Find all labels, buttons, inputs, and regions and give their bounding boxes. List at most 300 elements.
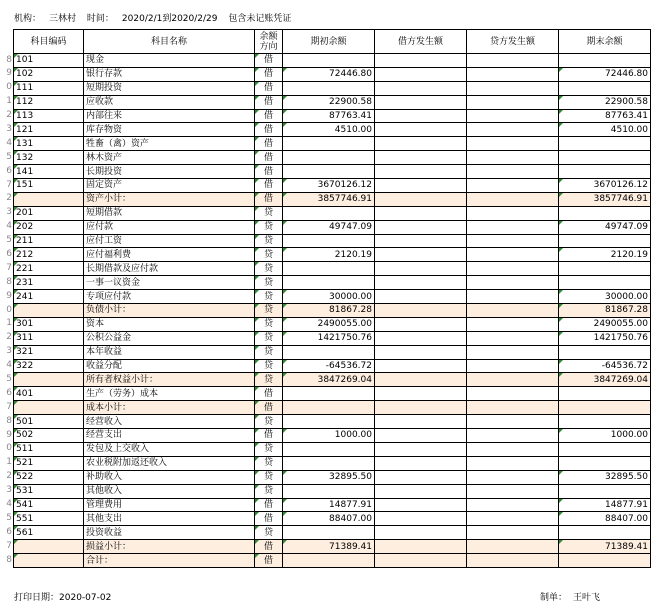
cell-code[interactable]: 231 bbox=[14, 276, 84, 290]
table-row bbox=[14, 345, 651, 359]
cell-credit[interactable] bbox=[467, 456, 559, 470]
cell-code[interactable]: 522 bbox=[14, 470, 84, 484]
cell-credit[interactable] bbox=[467, 526, 559, 540]
cell-debit[interactable] bbox=[375, 192, 467, 206]
cell-direction[interactable]: 借 bbox=[255, 401, 283, 415]
cell-closing[interactable]: 71389.41 bbox=[559, 540, 651, 554]
cell-code[interactable]: 241 bbox=[14, 290, 84, 304]
cell-name[interactable]: 农业税附加返还收入 bbox=[84, 456, 255, 470]
cell-credit[interactable] bbox=[467, 220, 559, 234]
cell-code[interactable]: 141 bbox=[14, 165, 84, 179]
cell-name[interactable]: 应付工资 bbox=[84, 234, 255, 248]
cell-code[interactable]: 111 bbox=[14, 81, 84, 95]
cell-direction[interactable]: 借 bbox=[255, 554, 283, 568]
cell-closing[interactable] bbox=[559, 137, 651, 151]
cell-opening[interactable] bbox=[283, 484, 375, 498]
cell-name[interactable]: 资本 bbox=[84, 317, 255, 331]
cell-name[interactable]: 现金 bbox=[84, 54, 255, 68]
cell-code[interactable]: 221 bbox=[14, 262, 84, 276]
maker bbox=[540, 590, 606, 603]
col-header-opening: 期初余额 bbox=[283, 30, 375, 54]
cell-debit[interactable] bbox=[375, 290, 467, 304]
cell-debit[interactable] bbox=[375, 373, 467, 387]
cell-opening[interactable] bbox=[283, 554, 375, 568]
cell-code[interactable]: 521 bbox=[14, 456, 84, 470]
cell-closing[interactable]: 4510.00 bbox=[559, 123, 651, 137]
cell-opening[interactable]: 1421750.76 bbox=[283, 331, 375, 345]
cell-name[interactable]: 所有者权益小计： bbox=[84, 373, 255, 387]
cell-debit[interactable] bbox=[375, 123, 467, 137]
cell-closing[interactable]: -64536.72 bbox=[559, 359, 651, 373]
col-header-direction: 余额方向 bbox=[255, 30, 283, 54]
cell-name[interactable]: 其他支出 bbox=[84, 512, 255, 526]
cell-credit[interactable] bbox=[467, 540, 559, 554]
cell-closing[interactable] bbox=[559, 387, 651, 401]
cell-opening[interactable] bbox=[283, 137, 375, 151]
cell-name[interactable]: 资产小计： bbox=[84, 192, 255, 206]
cell-credit[interactable] bbox=[467, 95, 559, 109]
cell-opening[interactable]: 71389.41 bbox=[283, 540, 375, 554]
cell-code[interactable] bbox=[14, 192, 84, 206]
cell-closing[interactable]: 32895.50 bbox=[559, 470, 651, 484]
cell-direction[interactable]: 贷 bbox=[255, 304, 283, 318]
row-number: 2 bbox=[6, 332, 12, 343]
cell-debit[interactable] bbox=[375, 470, 467, 484]
cell-direction[interactable]: 贷 bbox=[255, 234, 283, 248]
cell-closing[interactable]: 81867.28 bbox=[559, 304, 651, 318]
cell-code[interactable]: 551 bbox=[14, 512, 84, 526]
cell-debit[interactable] bbox=[375, 554, 467, 568]
cell-opening[interactable]: 3670126.12 bbox=[283, 179, 375, 193]
cell-code[interactable] bbox=[14, 373, 84, 387]
trial-balance-table bbox=[13, 29, 651, 568]
cell-name[interactable]: 应付福利费 bbox=[84, 248, 255, 262]
table-row bbox=[14, 234, 651, 248]
cell-credit[interactable] bbox=[467, 484, 559, 498]
row-number: 4 bbox=[6, 499, 12, 509]
cell-opening[interactable] bbox=[283, 442, 375, 456]
cell-direction[interactable]: 贷 bbox=[255, 220, 283, 234]
cell-credit[interactable] bbox=[467, 304, 559, 318]
cell-direction[interactable]: 贷 bbox=[255, 248, 283, 262]
cell-direction[interactable]: 贷 bbox=[255, 526, 283, 540]
cell-credit[interactable] bbox=[467, 54, 559, 68]
cell-closing[interactable]: 2490055.00 bbox=[559, 317, 651, 331]
cell-code[interactable]: 502 bbox=[14, 429, 84, 443]
row-number: 3 bbox=[6, 346, 12, 357]
cell-closing[interactable]: 72446.80 bbox=[559, 67, 651, 81]
cell-credit[interactable] bbox=[467, 262, 559, 276]
cell-credit[interactable] bbox=[467, 192, 559, 206]
cell-direction[interactable]: 借 bbox=[255, 109, 283, 123]
cell-debit[interactable] bbox=[375, 359, 467, 373]
cell-credit[interactable] bbox=[467, 415, 559, 429]
cell-code[interactable]: 102 bbox=[14, 67, 84, 81]
cell-name[interactable]: 应付款 bbox=[84, 220, 255, 234]
cell-name[interactable]: 管理费用 bbox=[84, 498, 255, 512]
cell-name[interactable]: 成本小计： bbox=[84, 401, 255, 415]
cell-debit[interactable] bbox=[375, 401, 467, 415]
cell-closing[interactable] bbox=[559, 442, 651, 456]
cell-opening[interactable] bbox=[283, 262, 375, 276]
cell-direction[interactable]: 贷 bbox=[255, 359, 283, 373]
cell-closing[interactable]: 87763.41 bbox=[559, 109, 651, 123]
cell-name[interactable]: 长期借款及应付款 bbox=[84, 262, 255, 276]
cell-debit[interactable] bbox=[375, 317, 467, 331]
cell-debit[interactable] bbox=[375, 540, 467, 554]
cell-direction[interactable]: 贷 bbox=[255, 373, 283, 387]
cell-direction[interactable]: 贷 bbox=[255, 456, 283, 470]
cell-opening[interactable]: 2490055.00 bbox=[283, 317, 375, 331]
cell-name[interactable]: 发包及上交收入 bbox=[84, 442, 255, 456]
cell-name[interactable]: 收益分配 bbox=[84, 359, 255, 373]
cell-closing[interactable] bbox=[559, 234, 651, 248]
table-row bbox=[14, 331, 651, 345]
table-row bbox=[14, 123, 651, 137]
table-row bbox=[14, 456, 651, 470]
cell-credit[interactable] bbox=[467, 234, 559, 248]
cell-direction[interactable]: 借 bbox=[255, 81, 283, 95]
cell-code[interactable]: 301 bbox=[14, 317, 84, 331]
cell-opening[interactable] bbox=[283, 401, 375, 415]
cell-opening[interactable]: 87763.41 bbox=[283, 109, 375, 123]
cell-debit[interactable] bbox=[375, 137, 467, 151]
cell-credit[interactable] bbox=[467, 442, 559, 456]
cell-closing[interactable]: 3670126.12 bbox=[559, 179, 651, 193]
cell-closing[interactable] bbox=[559, 54, 651, 68]
cell-credit[interactable] bbox=[467, 429, 559, 443]
col-header-code: 科目编码 bbox=[14, 30, 84, 54]
cell-name[interactable]: 投资收益 bbox=[84, 526, 255, 540]
cell-debit[interactable] bbox=[375, 331, 467, 345]
col-header-debit: 借方发生额 bbox=[375, 30, 467, 54]
cell-code[interactable]: 112 bbox=[14, 95, 84, 109]
cell-closing[interactable] bbox=[559, 554, 651, 568]
cell-closing[interactable]: 2120.19 bbox=[559, 248, 651, 262]
cell-opening[interactable]: 22900.58 bbox=[283, 95, 375, 109]
cell-debit[interactable] bbox=[375, 512, 467, 526]
row-number: 7 bbox=[6, 262, 12, 273]
cell-opening[interactable]: 88407.00 bbox=[283, 512, 375, 526]
cell-name[interactable]: 银行存款 bbox=[84, 67, 255, 81]
cell-direction[interactable]: 借 bbox=[255, 387, 283, 401]
cell-direction[interactable]: 借 bbox=[255, 67, 283, 81]
cell-credit[interactable] bbox=[467, 373, 559, 387]
cell-name[interactable]: 牲畜（禽）资产 bbox=[84, 137, 255, 151]
cell-code[interactable]: 113 bbox=[14, 109, 84, 123]
cell-direction[interactable]: 借 bbox=[255, 137, 283, 151]
org-value: 三林村 bbox=[49, 14, 77, 24]
cell-closing[interactable] bbox=[559, 206, 651, 220]
cell-code[interactable]: 201 bbox=[14, 206, 84, 220]
cell-name[interactable]: 生产（劳务）成本 bbox=[84, 387, 255, 401]
cell-direction[interactable]: 借 bbox=[255, 95, 283, 109]
table-row bbox=[14, 151, 651, 165]
cell-name[interactable]: 库存物资 bbox=[84, 123, 255, 137]
cell-debit[interactable] bbox=[375, 456, 467, 470]
cell-credit[interactable] bbox=[467, 137, 559, 151]
cell-debit[interactable] bbox=[375, 206, 467, 220]
cell-code[interactable]: 511 bbox=[14, 442, 84, 456]
cell-debit[interactable] bbox=[375, 95, 467, 109]
table-row bbox=[14, 206, 651, 220]
cell-closing[interactable]: 49747.09 bbox=[559, 220, 651, 234]
cell-code[interactable]: 321 bbox=[14, 345, 84, 359]
cell-opening[interactable] bbox=[283, 276, 375, 290]
cell-code[interactable]: 561 bbox=[14, 526, 84, 540]
cell-direction[interactable]: 借 bbox=[255, 123, 283, 137]
cell-name[interactable]: 经营支出 bbox=[84, 429, 255, 443]
cell-name[interactable]: 短期投资 bbox=[84, 81, 255, 95]
cell-code[interactable]: 202 bbox=[14, 220, 84, 234]
cell-opening[interactable] bbox=[283, 81, 375, 95]
cell-name[interactable]: 一事一议资金 bbox=[84, 276, 255, 290]
cell-credit[interactable] bbox=[467, 248, 559, 262]
cell-direction[interactable]: 借 bbox=[255, 165, 283, 179]
cell-debit[interactable] bbox=[375, 67, 467, 81]
cell-closing[interactable]: 1421750.76 bbox=[559, 331, 651, 345]
cell-debit[interactable] bbox=[375, 526, 467, 540]
cell-direction[interactable]: 贷 bbox=[255, 470, 283, 484]
cell-closing[interactable] bbox=[559, 526, 651, 540]
row-number: 6 bbox=[6, 165, 12, 176]
row-number: 9 bbox=[6, 290, 12, 301]
cell-direction[interactable]: 贷 bbox=[255, 331, 283, 345]
table-row bbox=[14, 54, 651, 68]
cell-code[interactable]: 501 bbox=[14, 415, 84, 429]
cell-direction[interactable]: 借 bbox=[255, 540, 283, 554]
cell-credit[interactable] bbox=[467, 554, 559, 568]
cell-closing[interactable] bbox=[559, 456, 651, 470]
cell-credit[interactable] bbox=[467, 206, 559, 220]
row-number: 6 bbox=[6, 387, 12, 398]
cell-code[interactable] bbox=[14, 304, 84, 318]
cell-debit[interactable] bbox=[375, 498, 467, 512]
cell-name[interactable]: 固定资产 bbox=[84, 179, 255, 193]
cell-direction[interactable]: 借 bbox=[255, 512, 283, 526]
cell-credit[interactable] bbox=[467, 165, 559, 179]
cell-direction[interactable]: 贷 bbox=[255, 442, 283, 456]
cell-opening[interactable]: 14877.91 bbox=[283, 498, 375, 512]
cell-debit[interactable] bbox=[375, 109, 467, 123]
cell-name[interactable]: 短期借款 bbox=[84, 206, 255, 220]
row-number: 5 bbox=[6, 151, 12, 162]
cell-name[interactable]: 损益小计： bbox=[84, 540, 255, 554]
cell-direction[interactable]: 贷 bbox=[255, 415, 283, 429]
cell-debit[interactable] bbox=[375, 345, 467, 359]
cell-credit[interactable] bbox=[467, 498, 559, 512]
cell-debit[interactable] bbox=[375, 387, 467, 401]
cell-closing[interactable] bbox=[559, 401, 651, 415]
cell-opening[interactable]: 72446.80 bbox=[283, 67, 375, 81]
cell-direction[interactable]: 贷 bbox=[255, 317, 283, 331]
row-number: 2 bbox=[6, 110, 12, 121]
cell-credit[interactable] bbox=[467, 290, 559, 304]
cell-debit[interactable] bbox=[375, 429, 467, 443]
cell-debit[interactable] bbox=[375, 415, 467, 429]
cell-opening[interactable]: 3847269.04 bbox=[283, 373, 375, 387]
maker-name: 王叶飞 bbox=[573, 593, 601, 603]
cell-name[interactable]: 公积公益金 bbox=[84, 331, 255, 345]
cell-code[interactable]: 131 bbox=[14, 137, 84, 151]
cell-name[interactable]: 负债小计： bbox=[84, 304, 255, 318]
cell-debit[interactable] bbox=[375, 262, 467, 276]
cell-code[interactable]: 212 bbox=[14, 248, 84, 262]
cell-opening[interactable] bbox=[283, 387, 375, 401]
cell-debit[interactable] bbox=[375, 151, 467, 165]
cell-debit[interactable] bbox=[375, 220, 467, 234]
cell-closing[interactable] bbox=[559, 276, 651, 290]
cell-opening[interactable]: 30000.00 bbox=[283, 290, 375, 304]
cell-code[interactable]: 151 bbox=[14, 179, 84, 193]
cell-closing[interactable]: 3847269.04 bbox=[559, 373, 651, 387]
cell-opening[interactable]: 32895.50 bbox=[283, 470, 375, 484]
cell-credit[interactable] bbox=[467, 387, 559, 401]
cell-closing[interactable] bbox=[559, 345, 651, 359]
cell-debit[interactable] bbox=[375, 276, 467, 290]
cell-direction[interactable]: 借 bbox=[255, 498, 283, 512]
cell-direction[interactable]: 贷 bbox=[255, 484, 283, 498]
cell-opening[interactable]: 1000.00 bbox=[283, 429, 375, 443]
table-row bbox=[14, 359, 651, 373]
cell-code[interactable]: 132 bbox=[14, 151, 84, 165]
cell-opening[interactable]: -64536.72 bbox=[283, 359, 375, 373]
subtotal-row bbox=[14, 401, 651, 415]
cell-direction[interactable]: 借 bbox=[255, 54, 283, 68]
cell-debit[interactable] bbox=[375, 54, 467, 68]
cell-direction[interactable]: 贷 bbox=[255, 262, 283, 276]
cell-code[interactable] bbox=[14, 401, 84, 415]
cell-credit[interactable] bbox=[467, 81, 559, 95]
cell-credit[interactable] bbox=[467, 359, 559, 373]
cell-name[interactable]: 专项应付款 bbox=[84, 290, 255, 304]
cell-credit[interactable] bbox=[467, 276, 559, 290]
cell-credit[interactable] bbox=[467, 331, 559, 345]
cell-opening[interactable] bbox=[283, 165, 375, 179]
cell-direction[interactable]: 贷 bbox=[255, 276, 283, 290]
cell-credit[interactable] bbox=[467, 317, 559, 331]
cell-credit[interactable] bbox=[467, 470, 559, 484]
cell-opening[interactable]: 81867.28 bbox=[283, 304, 375, 318]
cell-debit[interactable] bbox=[375, 304, 467, 318]
cell-debit[interactable] bbox=[375, 442, 467, 456]
cell-credit[interactable] bbox=[467, 67, 559, 81]
cell-opening[interactable]: 3857746.91 bbox=[283, 192, 375, 206]
cell-credit[interactable] bbox=[467, 151, 559, 165]
cell-opening[interactable] bbox=[283, 206, 375, 220]
cell-closing[interactable] bbox=[559, 415, 651, 429]
cell-credit[interactable] bbox=[467, 512, 559, 526]
row-number: 6 bbox=[6, 248, 12, 259]
cell-name[interactable]: 其他收入 bbox=[84, 484, 255, 498]
cell-name[interactable]: 合计： bbox=[84, 554, 255, 568]
cell-credit[interactable] bbox=[467, 401, 559, 415]
cell-credit[interactable] bbox=[467, 179, 559, 193]
row-number: 6 bbox=[6, 526, 12, 537]
cell-opening[interactable]: 49747.09 bbox=[283, 220, 375, 234]
cell-closing[interactable] bbox=[559, 151, 651, 165]
table-row bbox=[14, 498, 651, 512]
cell-debit[interactable] bbox=[375, 234, 467, 248]
cell-direction[interactable]: 贷 bbox=[255, 345, 283, 359]
cell-closing[interactable]: 22900.58 bbox=[559, 95, 651, 109]
cell-name[interactable]: 应收款 bbox=[84, 95, 255, 109]
cell-code[interactable] bbox=[14, 540, 84, 554]
table-row bbox=[14, 109, 651, 123]
cell-closing[interactable] bbox=[559, 165, 651, 179]
cell-closing[interactable]: 30000.00 bbox=[559, 290, 651, 304]
cell-debit[interactable] bbox=[375, 165, 467, 179]
row-number: 0 bbox=[6, 443, 12, 454]
cell-credit[interactable] bbox=[467, 109, 559, 123]
cell-opening[interactable] bbox=[283, 345, 375, 359]
cell-code[interactable]: 401 bbox=[14, 387, 84, 401]
cell-direction[interactable]: 借 bbox=[255, 151, 283, 165]
cell-debit[interactable] bbox=[375, 248, 467, 262]
cell-code[interactable]: 101 bbox=[14, 54, 84, 68]
cell-closing[interactable]: 1000.00 bbox=[559, 429, 651, 443]
cell-opening[interactable] bbox=[283, 234, 375, 248]
cell-opening[interactable] bbox=[283, 54, 375, 68]
cell-code[interactable]: 121 bbox=[14, 123, 84, 137]
cell-code[interactable]: 322 bbox=[14, 359, 84, 373]
cell-debit[interactable] bbox=[375, 179, 467, 193]
cell-closing[interactable]: 3857746.91 bbox=[559, 192, 651, 206]
cell-opening[interactable] bbox=[283, 456, 375, 470]
org-label: 机构： bbox=[14, 14, 42, 24]
cell-direction[interactable]: 借 bbox=[255, 429, 283, 443]
cell-opening[interactable] bbox=[283, 526, 375, 540]
row-number: 4 bbox=[6, 137, 12, 148]
subtotal-row bbox=[14, 192, 651, 206]
cell-closing[interactable]: 14877.91 bbox=[559, 498, 651, 512]
cell-direction[interactable]: 借 bbox=[255, 179, 283, 193]
cell-opening[interactable]: 2120.19 bbox=[283, 248, 375, 262]
table-row bbox=[14, 470, 651, 484]
row-number: 1 bbox=[6, 96, 12, 107]
cell-code[interactable]: 311 bbox=[14, 331, 84, 345]
cell-closing[interactable] bbox=[559, 484, 651, 498]
cell-name[interactable]: 补助收入 bbox=[84, 470, 255, 484]
row-number: 4 bbox=[6, 360, 12, 371]
cell-credit[interactable] bbox=[467, 345, 559, 359]
cell-opening[interactable]: 4510.00 bbox=[283, 123, 375, 137]
cell-code[interactable] bbox=[14, 554, 84, 568]
cell-opening[interactable] bbox=[283, 415, 375, 429]
cell-direction[interactable]: 贷 bbox=[255, 290, 283, 304]
cell-direction[interactable]: 借 bbox=[255, 192, 283, 206]
cell-opening[interactable] bbox=[283, 151, 375, 165]
cell-debit[interactable] bbox=[375, 81, 467, 95]
cell-debit[interactable] bbox=[375, 484, 467, 498]
cell-closing[interactable] bbox=[559, 262, 651, 276]
cell-name[interactable]: 本年收益 bbox=[84, 345, 255, 359]
cell-code[interactable]: 211 bbox=[14, 234, 84, 248]
cell-name[interactable]: 林木资产 bbox=[84, 151, 255, 165]
cell-direction[interactable]: 贷 bbox=[255, 206, 283, 220]
row-number: 5 bbox=[6, 512, 12, 523]
cell-name[interactable]: 经营收入 bbox=[84, 415, 255, 429]
cell-closing[interactable] bbox=[559, 81, 651, 95]
cell-name[interactable]: 内部往来 bbox=[84, 109, 255, 123]
cell-name[interactable]: 长期投资 bbox=[84, 165, 255, 179]
table-row bbox=[14, 95, 651, 109]
cell-code[interactable]: 531 bbox=[14, 484, 84, 498]
cell-closing[interactable]: 88407.00 bbox=[559, 512, 651, 526]
cell-credit[interactable] bbox=[467, 123, 559, 137]
table-row bbox=[14, 179, 651, 193]
cell-code[interactable]: 541 bbox=[14, 498, 84, 512]
